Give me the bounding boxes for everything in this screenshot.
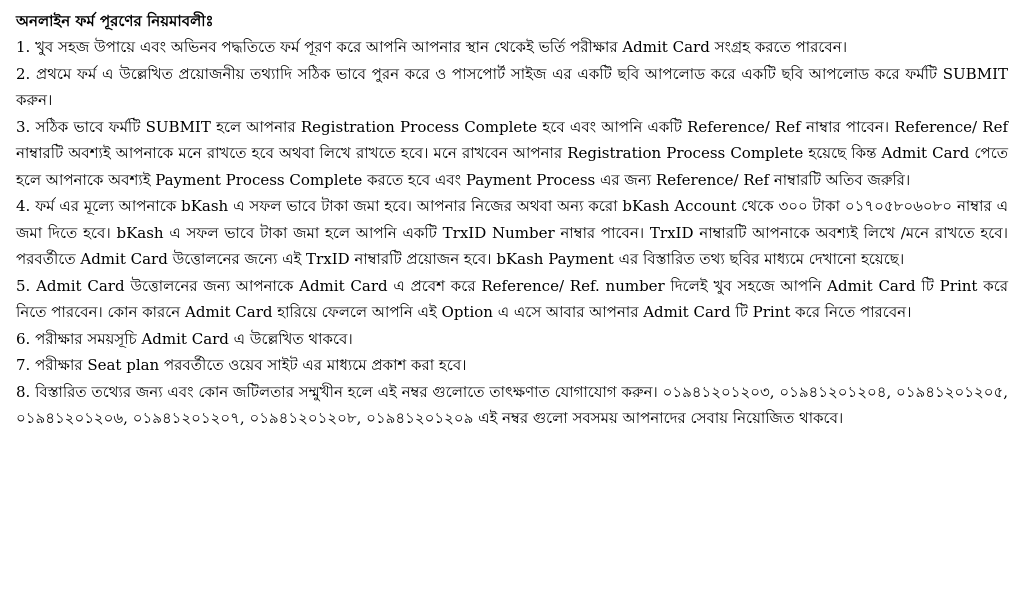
rule-item-2: 2. প্রথমে ফর্ম এ উল্লেখিত প্রয়োজনীয় তথ্যাদি সঠিক ভাবে পুরন করে ও পাসপোর্ট সাইজ এর একটি ছবি আপলোড করে একটি ছবি আপলোড করে ফর্মটি SUBMIT করুন।	[16, 64, 1008, 109]
form-instructions	[16, 10, 1008, 432]
rule-item-5: 5. Admit Card উত্তোলনের জন্য আপনাকে Admit Card এ প্রবেশ করে Reference/ Ref. number দিলেই খুব সহজে আপনি Admit Card টি Print করে নিতে পারবেন। কোন কারনে Admit Card হারিয়ে ফেললে আপনি এই Option এ এসে আবার আপনার Admit Card টি Print করে নিতে পারবেন।	[16, 276, 1008, 321]
rule-item-7: 7. পরীক্ষার Seat plan পরবর্তীতে ওয়েব সাইট এর মাধ্যমে প্রকাশ করা হবে।	[16, 356, 467, 374]
rule-item-8: 8. বিস্তারিত তথ্যের জন্য এবং কোন জটিলতার সম্মুখীন হলে এই নম্বর গুলোতে তাৎক্ষণাত যোগাযোগ করুন। ০১৯৪১২০১২০৩, ০১৯৪১২০১২০৪, ০১৯৪১২০১২০৫, ০১৯৪১২০১২০৬, ০১৯৪১২০১২০৭, ০১৯৪১২০১২০৮, ০১৯৪১২০১২০৯ এই নম্বর গুলো সবসময় আপনাদের সেবায় নিয়োজিত থাকবে।	[16, 382, 1008, 427]
instructions-heading: অনলাইন ফর্ম পূরণের নিয়মাবলীঃ	[16, 12, 214, 30]
rule-item-6: 6. পরীক্ষার সময়সূচি Admit Card এ উল্লেখিত থাকবে।	[16, 329, 353, 348]
rule-item-3: 3. সঠিক ভাবে ফর্মটি SUBMIT হলে আপনার Registration Process Complete হবে এবং আপনি একটি Reference/ Ref নাম্বার পাবেন। Reference/ Ref নাম্বারটি অবশ্যই আপনাকে মনে রাখতে হবে অথবা লিখে রাখতে হবে। মনে রাখবেন আপনার Registration Process Complete হয়েছে কিন্ত Admit Card পেতে হলে আপনাকে অবশ্যই Payment Process Complete করতে হবে এবং Payment Process এর জন্য Reference/ Ref নাম্বারটি অতিব জরুরি।	[16, 117, 1008, 189]
rule-item-1: 1. খুব সহজ উপায়ে এবং অভিনব পদ্ধতিতে ফর্ম পূরণ করে আপনি আপনার স্থান থেকেই ভর্তি পরীক্ষার Admit Card সংগ্রহ করতে পারবেন।	[16, 38, 848, 56]
rule-item-4: 4. ফর্ম এর মূল্যে আপনাকে bKash এ সফল ভাবে টাকা জমা হবে। আপনার নিজের অথবা অন্য করো bKash Account থেকে ৩০০ টাকা ০১৭০৫৮০৬০৮০ নাম্বার এ জমা দিতে হবে। bKash এ সফল ভাবে টাকা জমা হলে আপনি একটি TrxID Number নাম্বার পাবেন। TrxID নাম্বারটি আপনাকে অবশ্যই লিখে /মনে রাখতে হবে। পরবর্তীতে Admit Card উত্তোলনের জন্যে এই TrxID নাম্বারটি প্রয়োজন হবে। bKash Payment এর বিস্তারিত তথ্য ছবির মাধ্যমে দেখানো হয়েছে।	[16, 197, 1008, 268]
